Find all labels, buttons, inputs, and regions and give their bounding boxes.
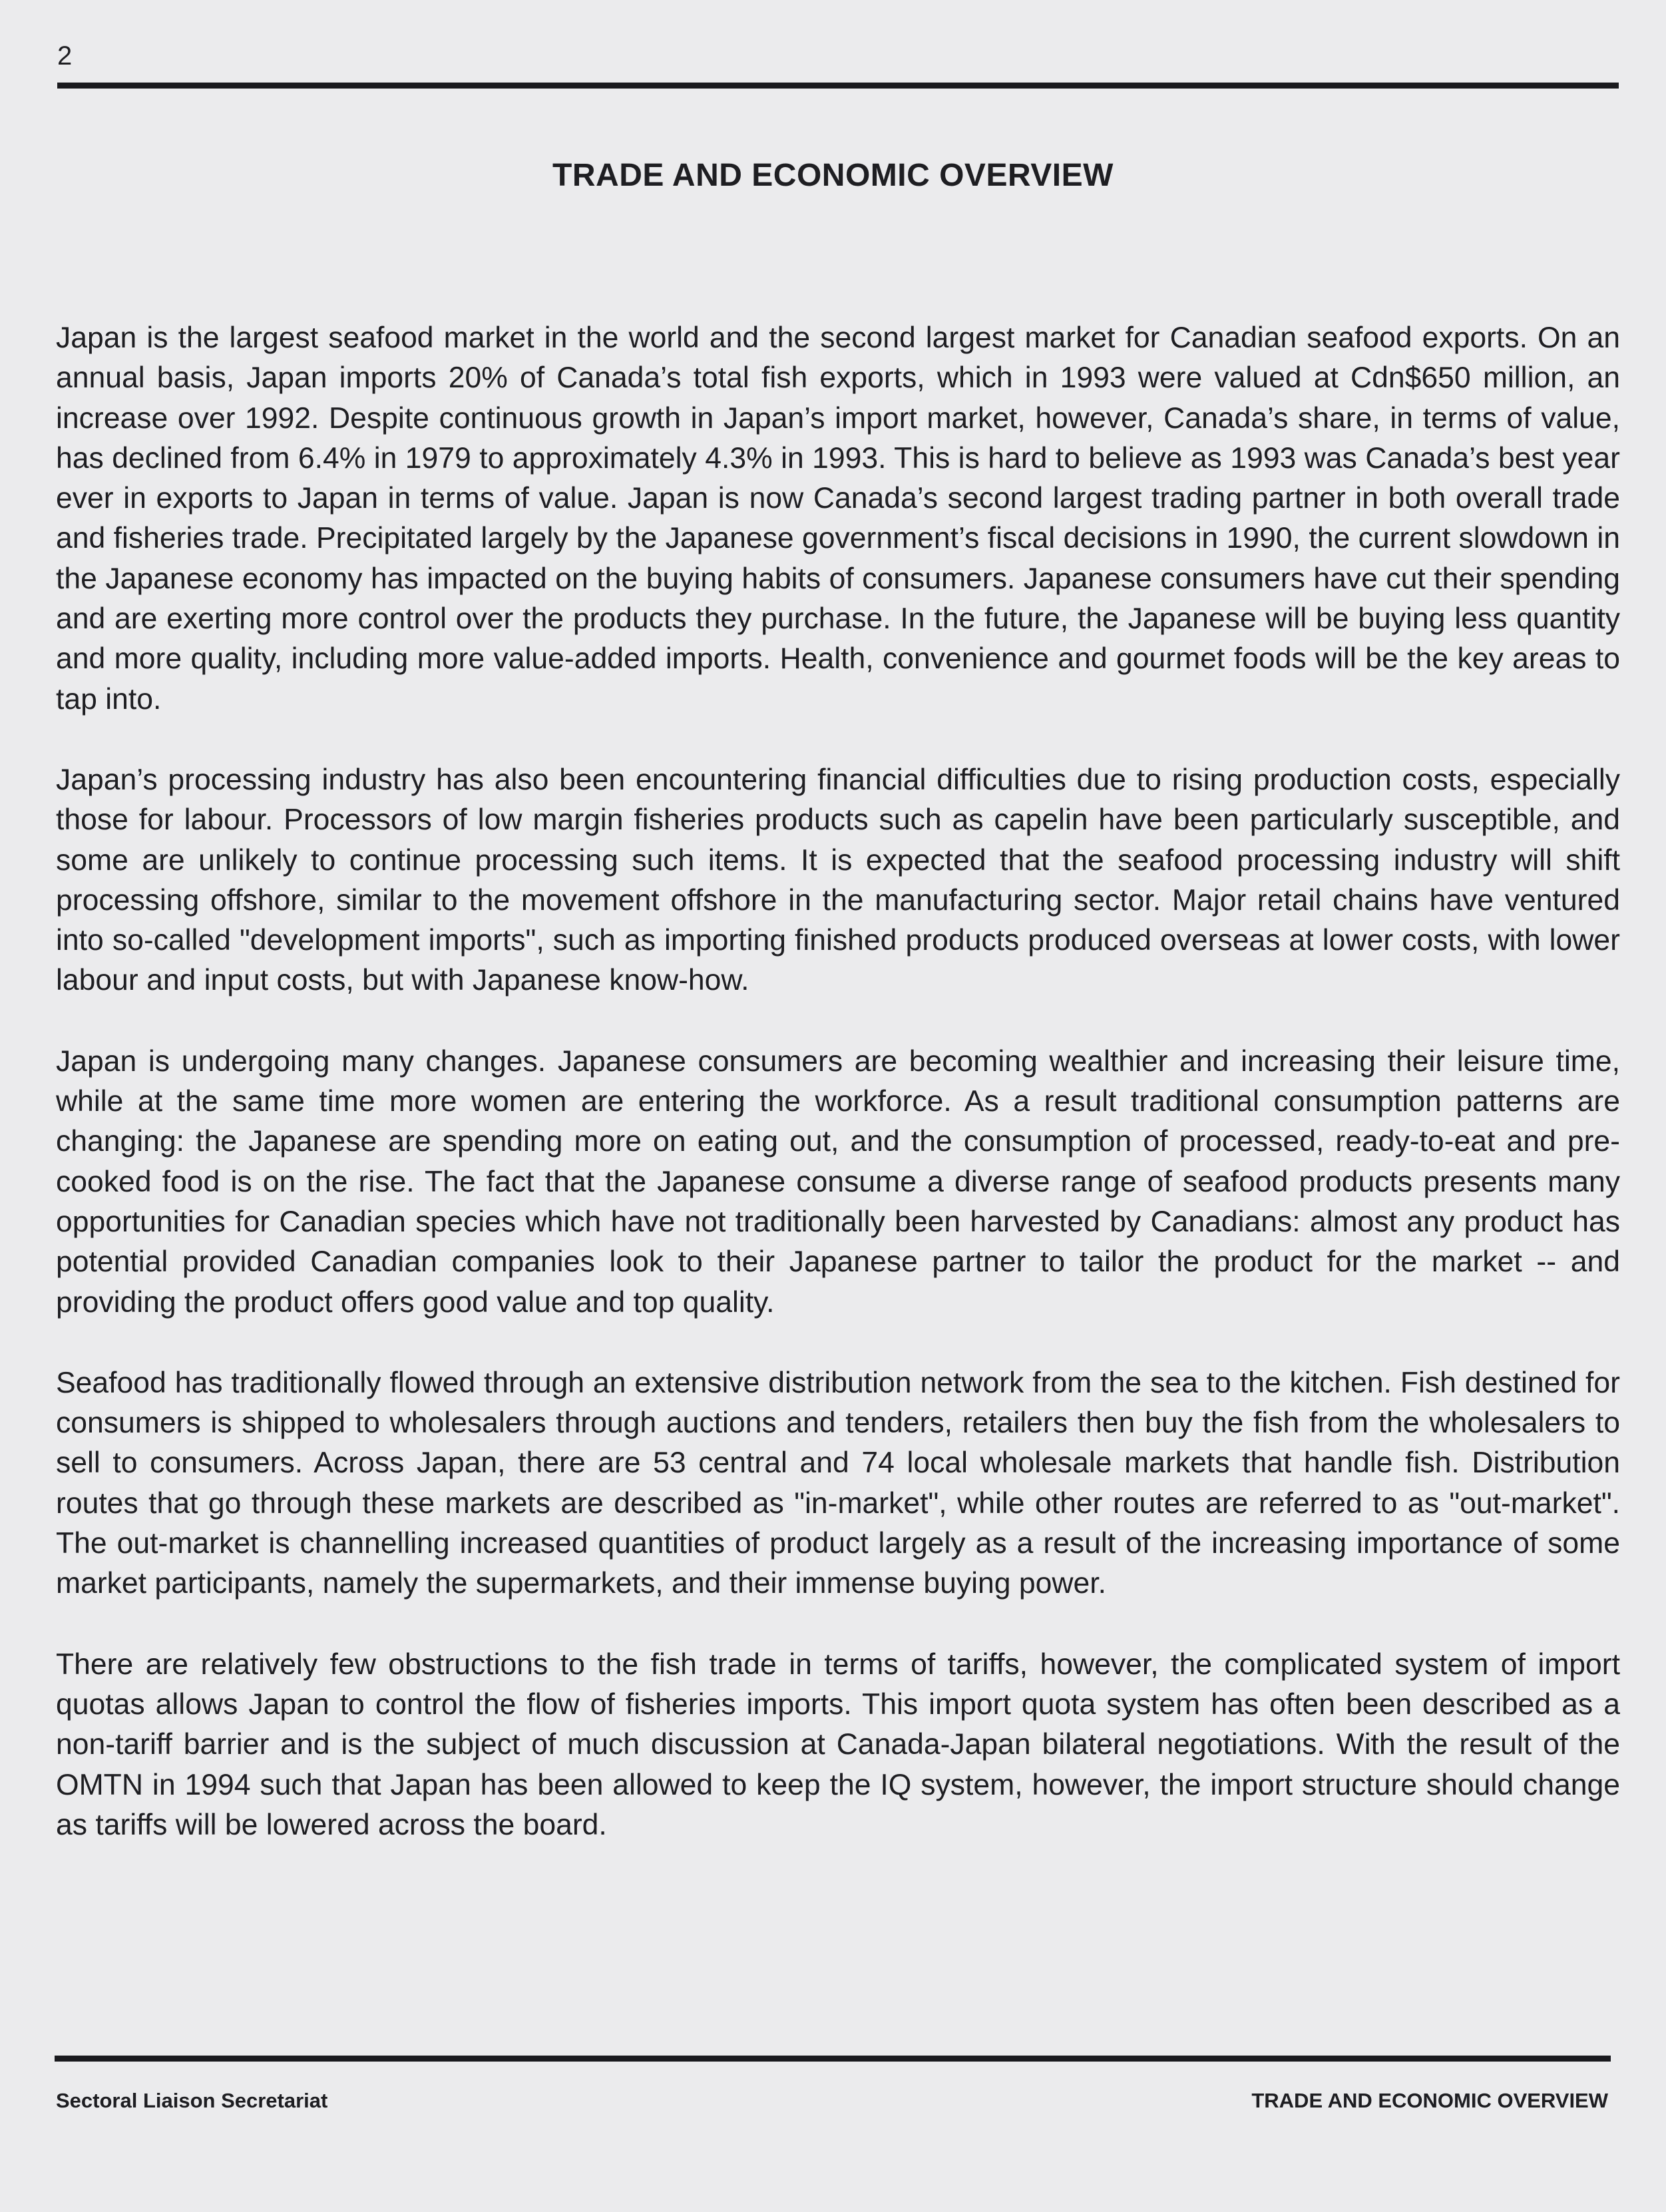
paragraph-1: Japan is the largest seafood market in the world and the second largest market for Canadian seafood exports. On an annual basis, Japan imports 20% of Canada’s total fish exports, which in 1993 were valued at Cdn$650 million, an increase over 1992. Despite continuous growth in Japan’s import market, however, Canada’s share, in terms of value, has declined from 6.4% in 1979 to approximately 4.3% in 1993. This is hard to believe as 1993 was Canada’s best year ever in exports to Japan in terms of value. Japan is now Canada’s second largest trading partner in both overall trade and fisheries trade. Precipitated largely by the Japanese government’s fiscal decisions in 1990, the current slowdown in the Japanese economy has impacted on the buying habits of consumers. Japanese consumers have cut their spending and are exerting more control over the products they purchase. In the future, the Japanese will be buying less quantity and more quality, including more value-added imports. Health, convenience and gourmet foods will be the key areas to tap into.: [56, 322, 1620, 716]
footer-rule: [55, 2056, 1611, 2062]
footer-section-title: TRADE AND ECONOMIC OVERVIEW: [1251, 2089, 1608, 2112]
document-body: [56, 318, 1620, 1886]
paragraph-4: Seafood has traditionally flowed through an extensive distribution network from the sea to the kitchen. Fish destined for consumers is shipped to wholesalers through auctions and tenders, retailers then buy the fish from the wholesalers to sell to consumers. Across Japan, there are 53 central and 74 local wholesale markets that handle fish. Distribution routes that go through these markets are described as "in-market", while other routes are referred to as "out-market". The out-market is channelling increased quantities of product largely as a result of the increasing importance of some market participants, namely the supermarkets, and their immense buying power.: [56, 1366, 1620, 1600]
paragraph-3: Japan is undergoing many changes. Japanese consumers are becoming wealthier and increasing their leisure time, while at the same time more women are entering the workforce. As a result traditional consumption patterns are changing: the Japanese are spending more on eating out, and the consumption of processed, ready-to-eat and pre-cooked food is on the rise. The fact that the Japanese consume a diverse range of seafood products presents many opportunities for Canadian species which have not traditionally been harvested by Canadians: almost any product has potential provided Canadian companies look to their Japanese partner to tailor the product for the market -- and providing the product offers good value and top quality.: [56, 1044, 1620, 1319]
page-number: 2: [57, 41, 73, 71]
paragraph-2: Japan’s processing industry has also been encountering financial difficulties due to rising production costs, especially those for labour. Processors of low margin fisheries products such as capelin have been particularly susceptible, and some are unlikely to continue processing such items. It is expected that the seafood processing industry will shift processing offshore, similar to the movement offshore in the manufacturing sector. Major retail chains have ventured into so-called "development imports", such as importing finished products produced overseas at lower costs, with lower labour and input costs, but with Japanese know-how.: [56, 763, 1620, 997]
page-title: TRADE AND ECONOMIC OVERVIEW: [552, 158, 1114, 193]
header-rule: [57, 83, 1619, 89]
paragraph-5: There are relatively few obstructions to the fish trade in terms of tariffs, however, the complicated system of import quotas allows Japan to control the flow of fisheries imports. This import quota system has often been described as a non-tariff barrier and is the subject of much discussion at Canada-Japan bilateral negotiations. With the result of the OMTN in 1994 such that Japan has been allowed to keep the IQ system, however, the import structure should change as tariffs will be lowered across the board.: [56, 1648, 1620, 1841]
footer-organization: Sectoral Liaison Secretariat: [56, 2089, 328, 2112]
